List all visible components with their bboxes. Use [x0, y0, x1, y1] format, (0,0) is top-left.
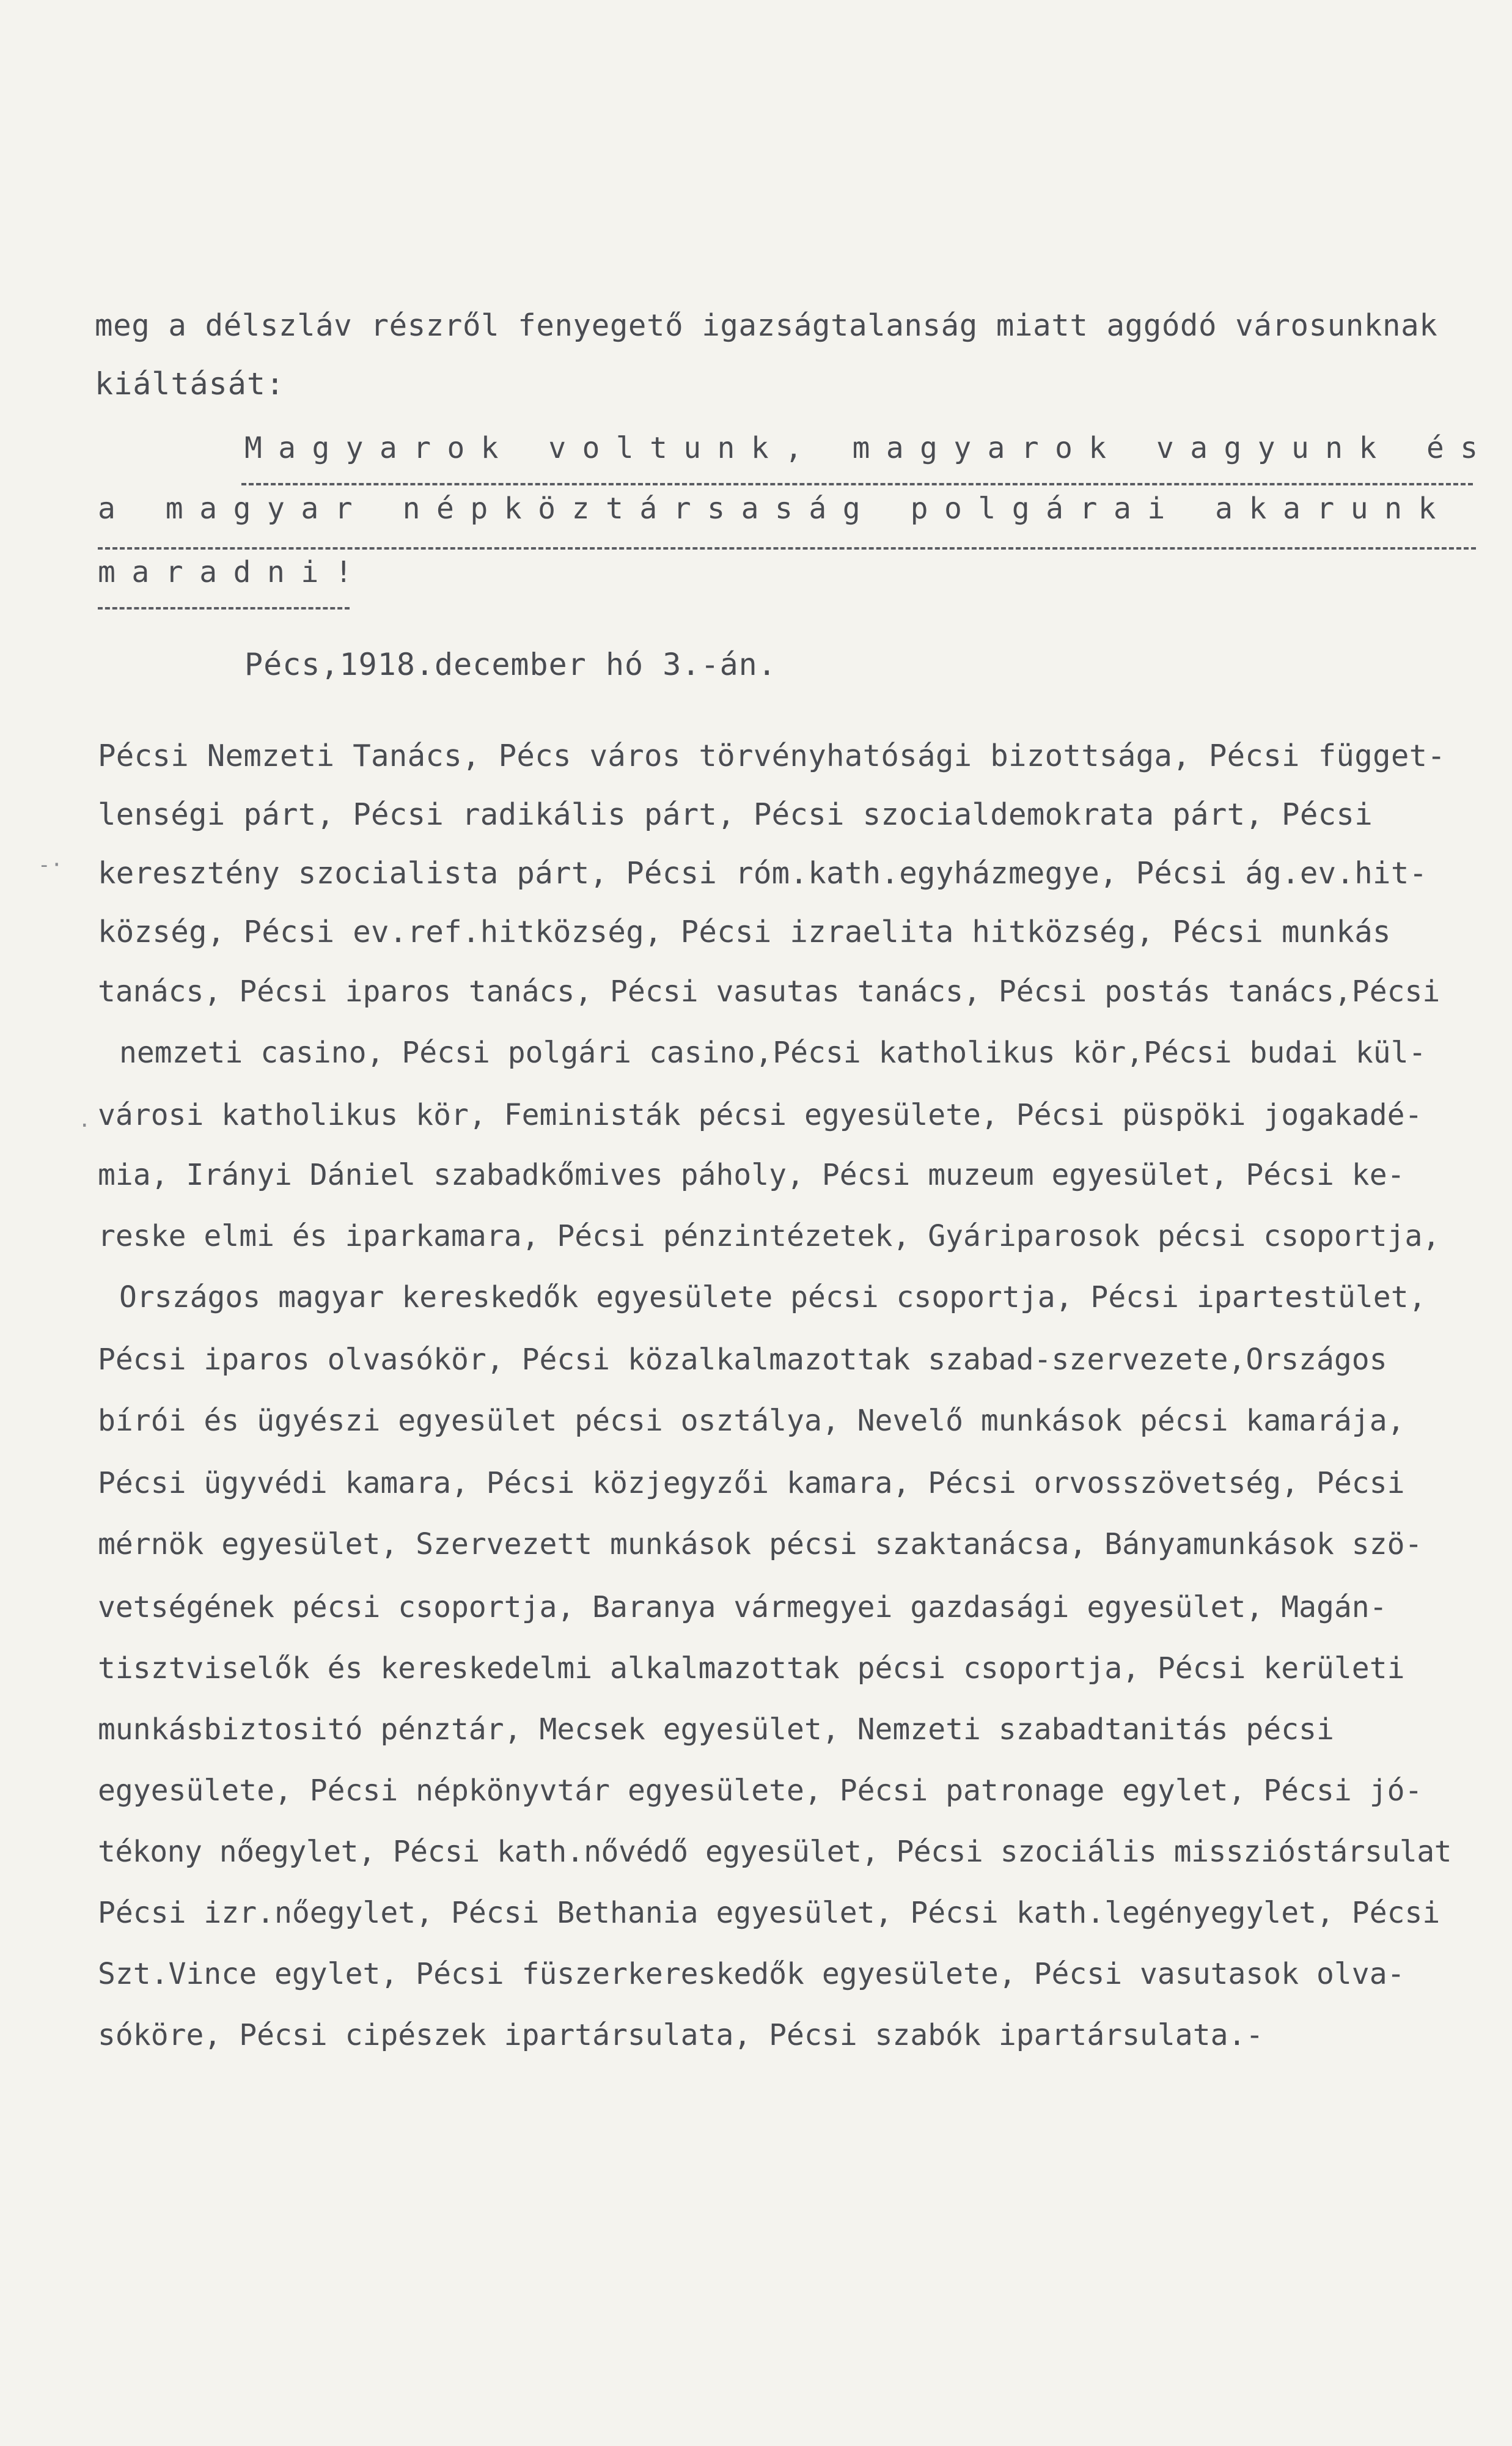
signatory-line: tisztviselők és kereskedelmi alkalmazottak pécsi csoportja, Pécsi kerületi — [98, 1651, 1405, 1685]
signatory-line: község, Pécsi ev.ref.hitközség, Pécsi izraelita hitközség, Pécsi munkás — [98, 915, 1391, 949]
signatory-line: mérnök egyesület, Szervezett munkások pécsi szaktanácsa, Bányamunkások szö- — [98, 1527, 1423, 1561]
signatory-line: bírói és ügyészi egyesület pécsi osztálya, Nevelő munkások pécsi kamarája, — [98, 1404, 1405, 1438]
declaration-line: maradni! — [98, 555, 369, 589]
signatory-line: sóköre, Pécsi cipészek ipartársulata, Pécsi szabók ipartársulata.- — [98, 2018, 1264, 2052]
place-date: Pécs,1918.december hó 3.-án. — [244, 647, 777, 682]
declaration-underline — [98, 607, 350, 610]
signatory-line: reske elmi és iparkamara, Pécsi pénzintézetek, Gyáriparosok pécsi csoportja, — [98, 1219, 1440, 1253]
declaration-line: Magyarok voltunk, magyarok vagyunk és — [244, 432, 1494, 465]
signatory-line: munkásbiztositó pénztár, Mecsek egyesület, Nemzeti szabadtanitás pécsi — [98, 1712, 1334, 1747]
signatory-line: mia, Irányi Dániel szabadkőmives páholy, Pécsi muzeum egyesület, Pécsi ke- — [98, 1158, 1405, 1192]
signatory-line: Pécsi iparos olvasókör, Pécsi közalkalmazottak szabad-szervezete,Országos — [98, 1343, 1387, 1377]
signatory-line: tanács, Pécsi iparos tanács, Pécsi vasutas tanács, Pécsi postás tanács,Pécsi — [98, 974, 1440, 1009]
signatory-line: városi katholikus kör, Feministák pécsi egyesülete, Pécsi püspöki jogakadé- — [98, 1098, 1423, 1132]
intro-line: kiáltását: — [95, 366, 285, 402]
intro-line: meg a délszláv részről fenyegető igazságtalanság miatt aggódó városunknak — [95, 308, 1438, 343]
declaration-underline — [241, 483, 1473, 485]
signatory-line: Pécsi ügyvédi kamara, Pécsi közjegyzői kamara, Pécsi orvosszövetség, Pécsi — [98, 1466, 1405, 1500]
declaration-underline — [98, 547, 1476, 550]
signatory-line: nemzeti casino, Pécsi polgári casino,Pécsi katholikus kör,Pécsi budai kül- — [119, 1036, 1426, 1070]
signatory-line: Pécsi izr.nőegylet, Pécsi Bethania egyesület, Pécsi kath.legényegylet, Pécsi — [98, 1896, 1440, 1930]
signatory-line: Országos magyar kereskedők egyesülete pécsi csoportja, Pécsi ipartestület, — [119, 1280, 1426, 1314]
signatory-line: Pécsi Nemzeti Tanács, Pécs város törvényhatósági bizottsága, Pécsi függet- — [98, 739, 1446, 773]
signatory-line: lenségi párt, Pécsi radikális párt, Pécsi szocialdemokrata párt, Pécsi — [98, 797, 1373, 832]
margin-mark: -· — [38, 853, 63, 877]
signatory-line: vetségének pécsi csoportja, Baranya vármegyei gazdasági egyesület, Magán- — [98, 1590, 1387, 1624]
signatory-line: Szt.Vince egylet, Pécsi füszerkereskedők egyesülete, Pécsi vasutasok olva- — [98, 1957, 1405, 1991]
declaration-line: a magyar népköztársaság polgárai akarunk — [98, 492, 1452, 526]
signatory-line: egyesülete, Pécsi népkönyvtár egyesülete, Pécsi patronage egylet, Pécsi jó- — [98, 1774, 1423, 1808]
signatory-line: keresztény szocialista párt, Pécsi róm.kath.egyházmegye, Pécsi ág.ev.hit- — [98, 856, 1428, 891]
margin-mark: . — [78, 1108, 91, 1132]
signatory-line: tékony nőegylet, Pécsi kath.nővédő egyesület, Pécsi szociális misszióstársulat — [98, 1835, 1452, 1869]
